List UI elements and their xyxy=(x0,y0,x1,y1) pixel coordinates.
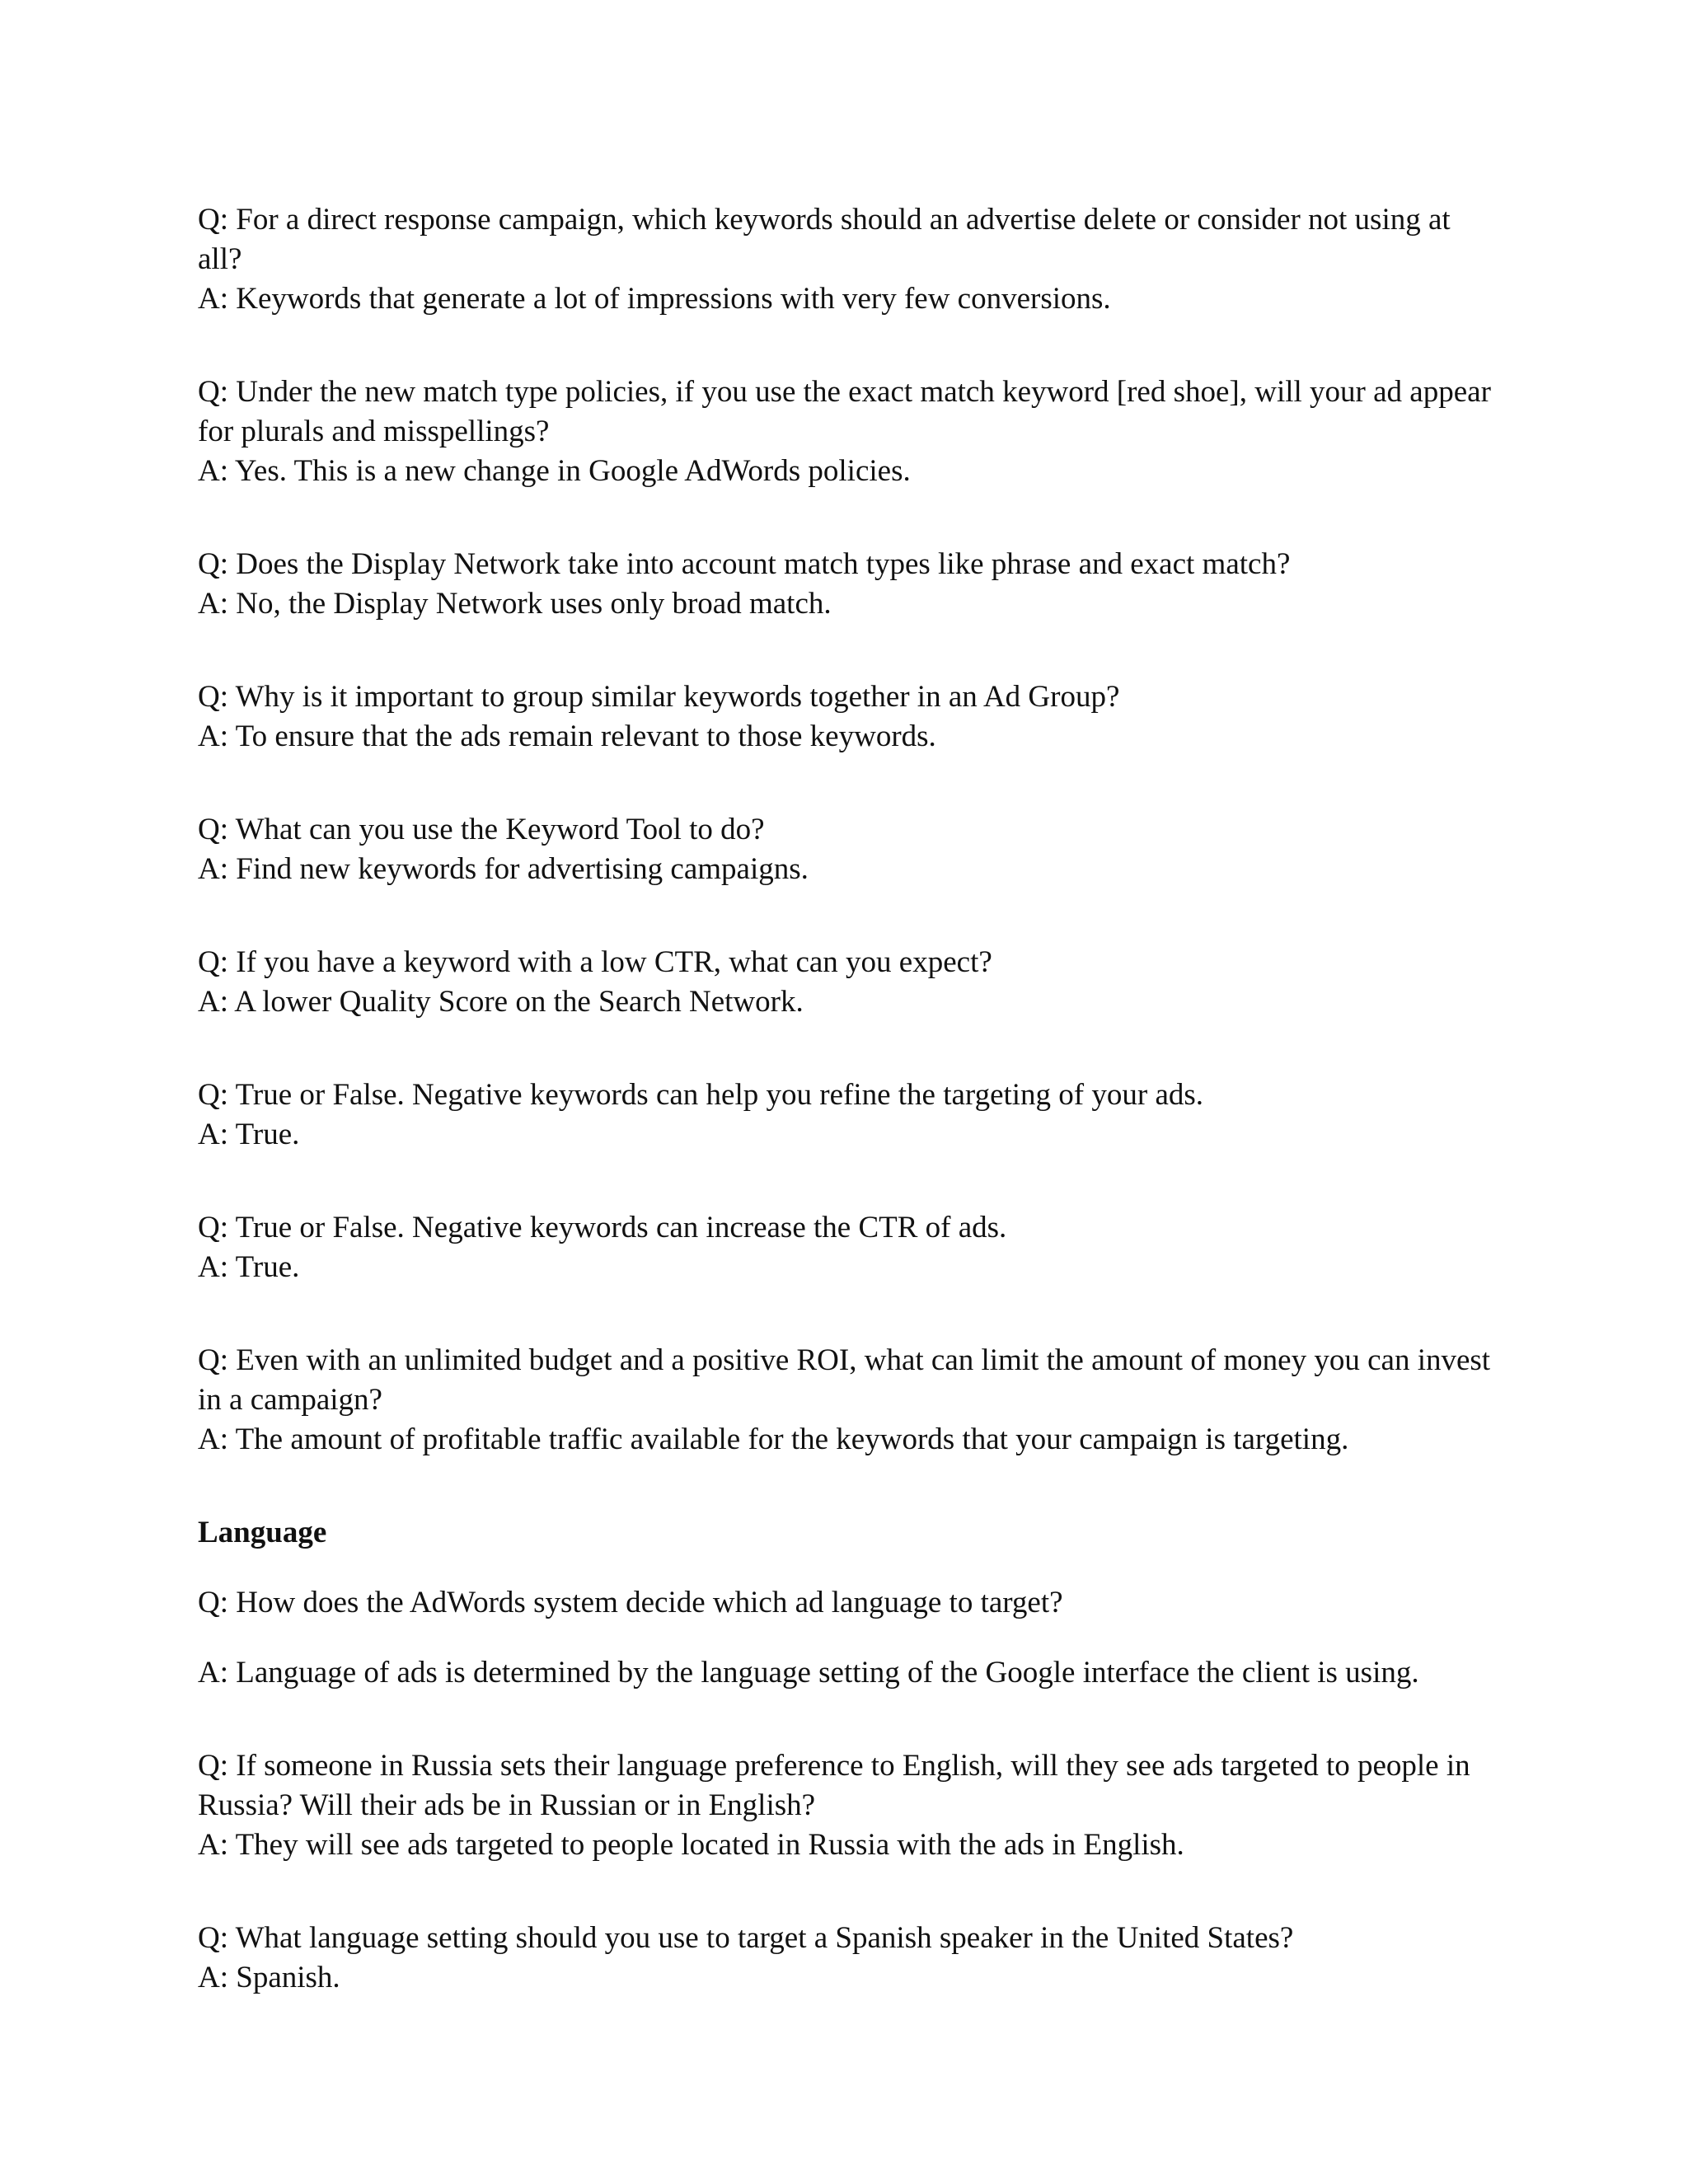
answer-text: A: They will see ads targeted to people located in Russia with the ads in English. xyxy=(198,1828,1184,1862)
question-text: Q: How does the AdWords system decide which ad language to target? xyxy=(198,1586,1063,1619)
answer-text: A: The amount of profitable traffic available for the keywords that your campaign is targeting. xyxy=(198,1422,1349,1456)
question-text: Q: If someone in Russia sets their language preference to English, will they see ads targeted to people in Russia? Will their ads be in Russian or in English? xyxy=(198,1749,1470,1822)
answer-text: A: A lower Quality Score on the Search Network. xyxy=(198,985,804,1019)
question-text: Q: Under the new match type policies, if you use the exact match keyword [red shoe], will your ad appear for plurals and misspellings? xyxy=(198,375,1491,448)
section-heading: Language xyxy=(198,1516,327,1549)
question-text: Q: Does the Display Network take into account match types like phrase and exact match? xyxy=(198,547,1291,581)
qa-item xyxy=(198,1919,1500,1998)
answer-text: A: Keywords that generate a lot of impressions with very few conversions. xyxy=(198,282,1111,316)
qa-item xyxy=(198,1341,1500,1460)
answer-text: A: Find new keywords for advertising campaigns. xyxy=(198,852,809,886)
question-text: Q: For a direct response campaign, which keywords should an advertise delete or consider not using at all? xyxy=(198,203,1451,276)
question-text: Q: Even with an unlimited budget and a positive ROI, what can limit the amount of money you can invest in a campaign? xyxy=(198,1343,1491,1417)
answer-text: A: True. xyxy=(198,1118,300,1151)
question-text: Q: If you have a keyword with a low CTR, what can you expect? xyxy=(198,945,992,979)
question-text: Q: True or False. Negative keywords can help you refine the targeting of your ads. xyxy=(198,1078,1204,1112)
question-text: Q: What language setting should you use to target a Spanish speaker in the United States? xyxy=(198,1921,1294,1955)
qa-item xyxy=(198,1746,1500,1865)
answer-text: A: To ensure that the ads remain relevant to those keywords. xyxy=(198,719,936,753)
answer-text: A: No, the Display Network uses only broad match. xyxy=(198,587,832,621)
answer-text: A: True. xyxy=(198,1250,300,1284)
language-section xyxy=(198,1513,1500,1693)
qa-item xyxy=(198,373,1500,491)
answer-text: A: Language of ads is determined by the language setting of the Google interface the client is using. xyxy=(198,1656,1419,1690)
qa-item xyxy=(198,677,1500,757)
question-text: Q: True or False. Negative keywords can increase the CTR of ads. xyxy=(198,1211,1007,1244)
qa-item xyxy=(198,810,1500,889)
qa-item xyxy=(198,1208,1500,1287)
qa-item xyxy=(198,545,1500,624)
answer-text: A: Spanish. xyxy=(198,1961,340,1994)
qa-item xyxy=(198,200,1500,319)
qa-item xyxy=(198,1076,1500,1155)
question-text: Q: Why is it important to group similar keywords together in an Ad Group? xyxy=(198,680,1120,714)
qa-item xyxy=(198,943,1500,1022)
document-body xyxy=(198,200,1500,2051)
answer-text: A: Yes. This is a new change in Google AdWords policies. xyxy=(198,454,911,488)
question-text: Q: What can you use the Keyword Tool to do? xyxy=(198,813,765,846)
